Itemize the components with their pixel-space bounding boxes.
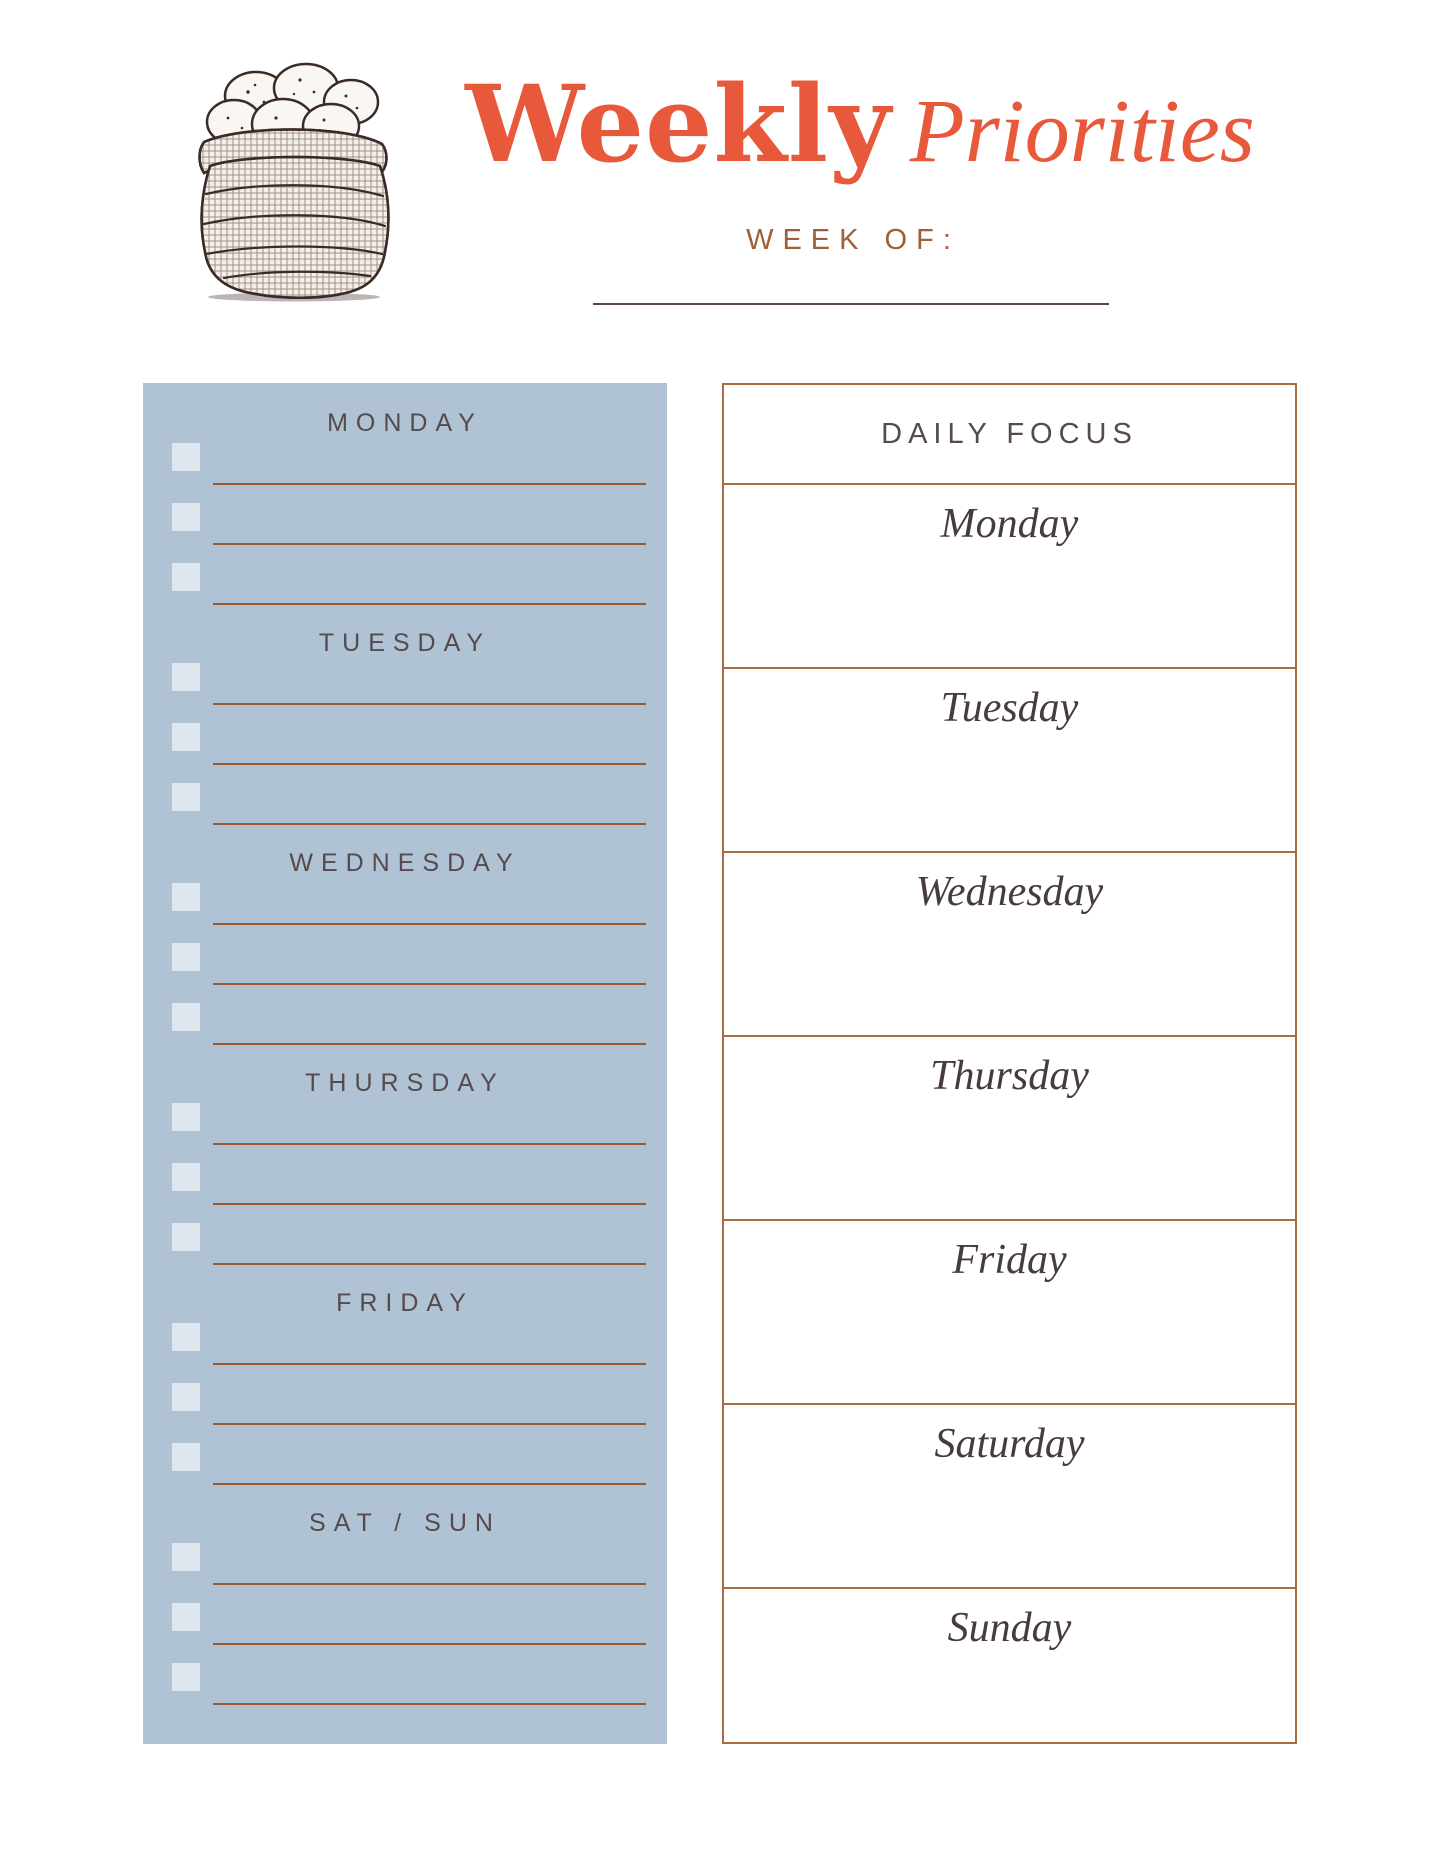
todo-writing-line[interactable] [213,1143,646,1145]
todo-writing-line[interactable] [213,983,646,985]
day-section-title: SAT / SUN [309,1509,501,1537]
todo-checkbox[interactable] [172,1543,200,1571]
day-section-wednesday [143,823,667,1043]
todo-writing-line[interactable] [213,1363,646,1365]
todo-writing-line[interactable] [213,763,646,765]
focus-day-label: Wednesday [915,869,1104,915]
todo-checkbox[interactable] [172,1663,200,1691]
day-section-title: MONDAY [327,409,483,437]
todo-checkbox[interactable] [172,1603,200,1631]
title-word-priorities: Priorities [909,82,1255,181]
todo-checkbox[interactable] [172,1223,200,1251]
focus-day-label: Tuesday [940,685,1079,731]
todo-checkbox[interactable] [172,1103,200,1131]
todo-checkbox[interactable] [172,443,200,471]
focus-row-saturday[interactable] [724,1405,1295,1589]
todo-checkbox[interactable] [172,663,200,691]
todo-writing-line[interactable] [213,1643,646,1645]
todo-checkbox[interactable] [172,723,200,751]
focus-day-label: Thursday [930,1053,1089,1099]
todo-checkbox[interactable] [172,1443,200,1471]
todo-checkbox[interactable] [172,1383,200,1411]
week-of-label: WEEK OF: [746,224,960,256]
todo-writing-line[interactable] [213,543,646,545]
todo-checkbox[interactable] [172,1003,200,1031]
todo-writing-line[interactable] [213,1203,646,1205]
todo-checkbox[interactable] [172,503,200,531]
day-section-sat-sun [143,1483,667,1744]
todo-checkbox[interactable] [172,883,200,911]
daily-focus-header: DAILY FOCUS [724,385,1295,485]
todo-checkbox[interactable] [172,563,200,591]
week-of-input-line[interactable] [593,303,1109,305]
focus-day-label: Sunday [947,1605,1072,1651]
todo-writing-line[interactable] [213,703,646,705]
day-section-title: WEDNESDAY [289,849,521,877]
todo-checkbox[interactable] [172,943,200,971]
focus-row-sunday[interactable] [724,1589,1295,1742]
todo-writing-line[interactable] [213,1583,646,1585]
focus-row-thursday[interactable] [724,1037,1295,1221]
day-section-thursday [143,1043,667,1263]
day-section-tuesday [143,603,667,823]
day-section-monday [143,383,667,603]
day-section-title: TUESDAY [318,629,492,657]
daily-focus-table [722,383,1297,1744]
weekly-todo-panel [143,383,667,1744]
title-word-weekly: Weekly [465,61,892,186]
focus-day-label: Saturday [934,1421,1085,1467]
potato-sack-icon [176,52,410,304]
page-title [460,61,1260,186]
todo-writing-line[interactable] [213,923,646,925]
focus-row-tuesday[interactable] [724,669,1295,853]
focus-row-friday[interactable] [724,1221,1295,1405]
todo-writing-line[interactable] [213,483,646,485]
todo-checkbox[interactable] [172,1323,200,1351]
todo-writing-line[interactable] [213,1703,646,1705]
todo-checkbox[interactable] [172,783,200,811]
focus-day-label: Monday [940,501,1079,547]
todo-writing-line[interactable] [213,1423,646,1425]
focus-row-wednesday[interactable] [724,853,1295,1037]
focus-day-label: Friday [952,1237,1067,1283]
focus-row-monday[interactable] [724,485,1295,669]
todo-checkbox[interactable] [172,1163,200,1191]
day-section-friday [143,1263,667,1483]
day-section-title: THURSDAY [305,1069,505,1097]
day-section-title: FRIDAY [336,1289,474,1317]
